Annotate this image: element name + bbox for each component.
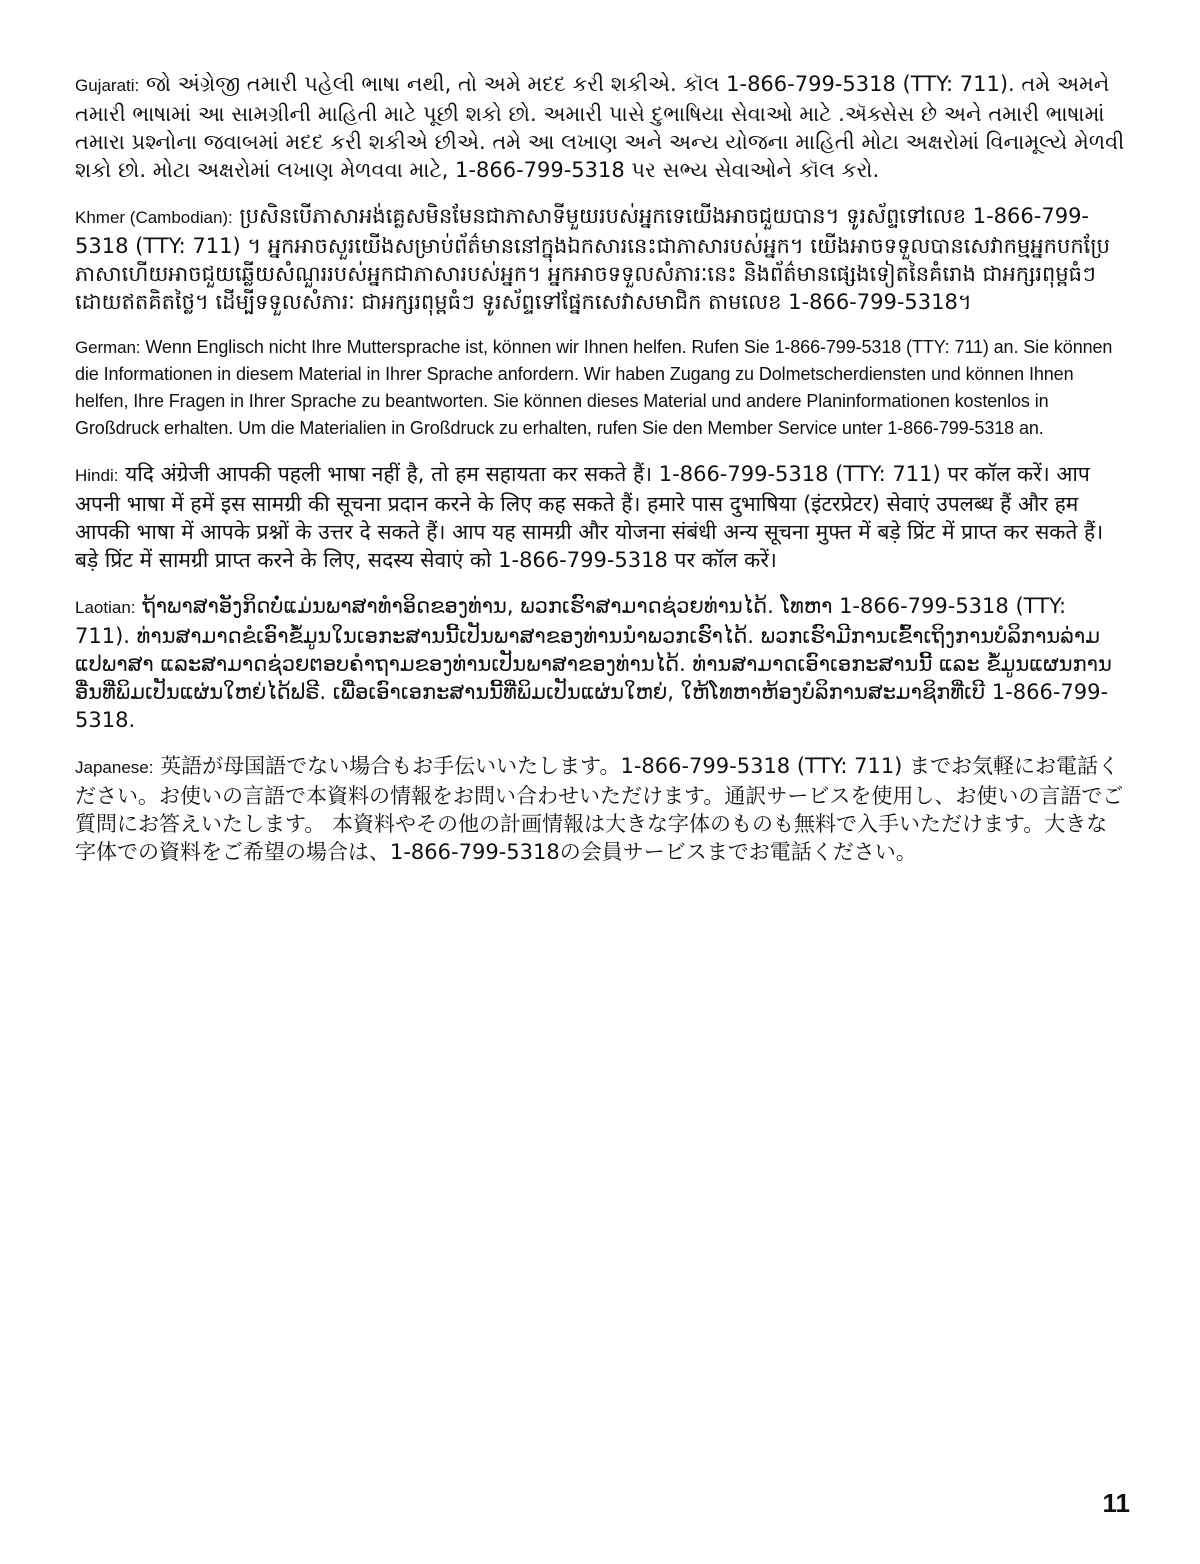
paragraph-text: यदि अंग्रेजी आपकी पहली भाषा नहीं है, तो हम सहायता कर सकते हैं। 1-866-799-5318 (TTY: 711) पर कॉल करें। आप अपनी भाषा में हमें इस सामग्री की सूचना प्रदान करने के लिए कह सकते हैं। हमारे पास दुभाषिया (इंटरप्रेटर) सेवाएं उपलब्ध हैं और हम आपकी भाषा में आपके प्रश्नों के उत्तर दे सकते हैं। आप यह सामग्री और योजना संबंधी अन्य सूचना मुफ्त में बड़े प्रिंट में प्राप्त कर सकते हैं। बड़े प्रिंट में सामग्री प्राप्त करने के लिए, सदस्य सेवाएं को 1-866-799-5318 पर कॉल करें। xyxy=(75,462,1104,572)
language-label: Khmer (Cambodian): xyxy=(75,208,233,227)
language-label: Gujarati: xyxy=(75,76,140,95)
language-label: Hindi: xyxy=(75,466,119,485)
language-label: Japanese: xyxy=(75,758,154,777)
german-paragraph xyxy=(75,334,1125,442)
page-number: 11 xyxy=(1102,1488,1130,1518)
paragraph-text: Wenn Englisch nicht Ihre Muttersprache ist, können wir Ihnen helfen. Rufen Sie 1-866-799-5318 (TTY: 711) an. Sie können die Informationen in diesem Material in Ihrer Sprache anfordern. Wir haben Zugang zu Dolmetscherdiensten und können Ihnen helfen, Ihre Fragen in Ihrer Sprache zu beantworten. Sie können dieses Material und andere Planinformationen kostenlos in Großdruck erhalten. Um die Materialien in Großdruck zu erhalten, rufen Sie den Member Service unter 1-866-799-5318 an. xyxy=(75,337,1113,438)
multilingual-notice xyxy=(75,70,1125,884)
paragraph-text: 英語が母国語でない場合もお手伝いいたします。1-866-799-5318 (TTY: 711) までお気軽にお電話ください。お使いの言語で本資料の情報をお問い合わせいただけます。通訳サービスを使用し、お使いの言語でご質問にお答えいたします。 本資料やその他の計画情報は大きな字体のものも無料で入手いただけます。大きな字体での資料をご希望の場合は、1-866-799-5318の会員サービスまでお電話ください。 xyxy=(75,754,1124,864)
khmer-paragraph xyxy=(75,202,1125,316)
paragraph-text: ຖ້າພາສາອັງກິດບໍ່ແມ່ນພາສາທຳອິດຂອງທ່ານ, ພວກເຮົາສາມາດຊ່ວຍທ່ານໄດ້. ໂທຫາ 1-866-799-5318 (TTY: 711). ທ່ານສາມາດຂໍເອົາຂໍ້ມູນໃນເອກະສານນີ້ເປັນພາສາຂອງທ່ານນຳພວກເຮົາໄດ້. ພວກເຮົາມີການເຂົ້າເຖິງການບໍລິການລ່າມແປພາສາ ແລະສາມາດຊ່ວຍຕອບຄຳຖາມຂອງທ່ານເປັນພາສາຂອງທ່ານໄດ້. ທ່ານສາມາດເອົາເອກະສານນີ້ ແລະ ຂໍ້ມູນແຜນການອື່ນທີ່ພິມເປັນແຜ່ນໃຫຍ່ໄດ້ຟຣີ. ເພື່ອເອົາເອກະສານນີ້ທີ່ພິມເປັນແຜ່ນໃຫຍ່, ໃຫ້ໂທຫາຫ້ອງບໍລິການສະມາຊິກທີ່ເບີ 1-866-799-5318. xyxy=(75,594,1112,732)
paragraph-text: જો અંગ્રેજી તમારી પહેલી ભાષા નથી, તો અમે મદદ કરી શકીએ. કૉલ 1-866-799-5318 (TTY: 711). તમે અમને તમારી ભાષામાં આ સામગ્રીની માહિતી માટે પૂછી શકો છો. અમારી પાસે દુભાષિયા સેવાઓ માટે .ઍક્સેસ છે અને તમારી ભાષામાં તમારા પ્રશ્નોના જવાબમાં મદદ કરી શકીએ છીએ. તમે આ લખાણ અને અન્ય યોજના માહિતી મોટા અક્ષરોમાં વિનામૂલ્યે મેળવી શકો છો. મોટા અક્ષરોમાં લખાણ મેળવવા માટે, 1-866-799-5318 પર સભ્ય સેવાઓને કૉલ કરો. xyxy=(75,72,1125,182)
laotian-paragraph xyxy=(75,592,1125,734)
language-label: Laotian: xyxy=(75,598,136,617)
language-label: German: xyxy=(75,338,141,357)
paragraph-text: ប្រសិនបើភាសាអង់គ្លេសមិនមែនជាភាសាទីមួយរបស់អ្នកទេយើងអាចជួយបាន។ ទូរស័ព្ទទៅលេខ 1-866-799-5318 (TTY: 711) ។ អ្នកអាចសួរយើងសម្រាប់ព័ត៌មាននៅក្នុងឯកសារនេះជាភាសារបស់អ្នក។ យើងអាចទទួលបានសេវាកម្មអ្នកបកប្រែភាសាហើយអាចជួយឆ្លើយសំណួររបស់អ្នកជាភាសារបស់អ្នក។ អ្នកអាចទទួលសំភារៈនេះ និងព័ត៌មានផ្សេងទៀតនៃគំរោង ជាអក្សរពុម្ពធំៗ ដោយឥតគិតថ្លៃ។ ដើម្បីទទួលសំភារៈ ជាអក្សរពុម្ពធំៗ ទូរស័ព្ទទៅផ្នែកសេវាសមាជិក តាមលេខ 1-866-799-5318។ xyxy=(75,204,1110,314)
gujarati-paragraph xyxy=(75,70,1125,184)
hindi-paragraph xyxy=(75,460,1125,574)
japanese-paragraph xyxy=(75,752,1125,866)
